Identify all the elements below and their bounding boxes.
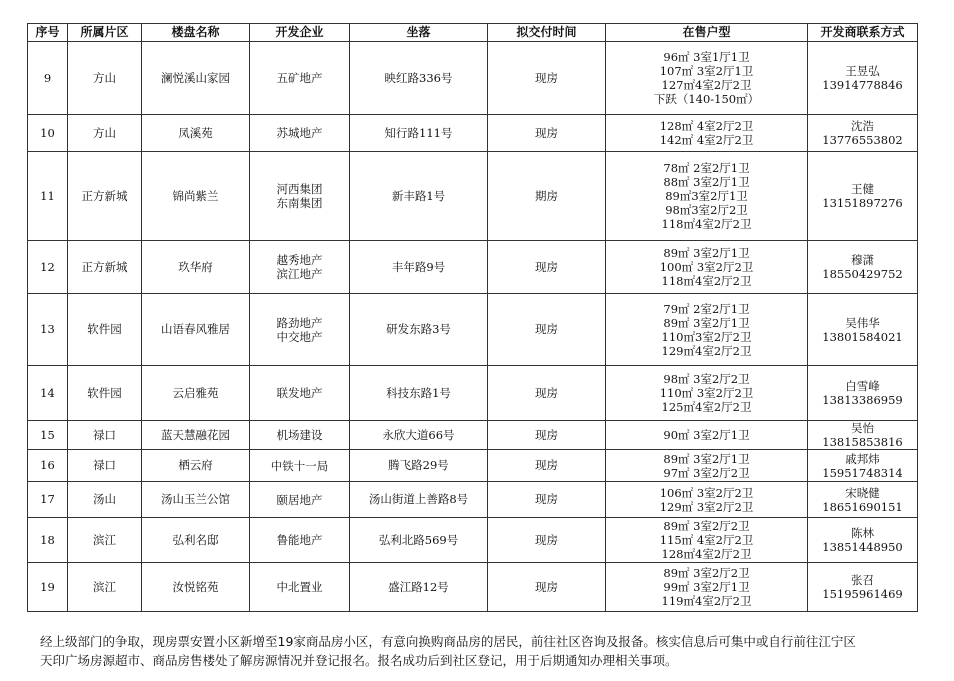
cell-units [606, 450, 808, 482]
contact-name: 陈林 [851, 526, 874, 540]
cell-delivery: 现房 [488, 563, 606, 612]
cell-developer [250, 241, 350, 294]
cell-name: 玖华府 [142, 241, 250, 294]
unit-type-line: 98㎡3室2厅2卫 [665, 203, 748, 217]
unit-type-line: 129㎡4室2厅2卫 [661, 343, 752, 358]
cell-area: 禄口 [68, 421, 142, 450]
cell-address: 科技东路1号 [350, 366, 488, 421]
unit-type-line: 下跃（140-150㎡） [653, 92, 760, 106]
header-area: 所属片区 [68, 24, 142, 42]
header-no: 序号 [28, 24, 68, 42]
cell-units [606, 421, 808, 450]
unit-type-line: 89㎡ 3室2厅1卫 [663, 451, 750, 466]
unit-type-line: 89㎡3室2厅1卫 [665, 189, 748, 203]
contact-name: 吴伟华 [845, 315, 880, 330]
cell-area: 禄口 [68, 450, 142, 482]
cell-contact [808, 518, 918, 563]
developer-line: 河西集团 [276, 182, 323, 196]
cell-delivery: 期房 [488, 152, 606, 241]
developer-line: 中北置业 [276, 580, 323, 594]
unit-type-line: 98㎡ 3室2厅2卫 [663, 372, 750, 386]
developer-line: 机场建设 [276, 428, 323, 442]
unit-type-line: 97㎡ 3室2厅2卫 [663, 465, 750, 480]
cell-address: 知行路111号 [350, 115, 488, 152]
cell-delivery: 现房 [488, 241, 606, 294]
header-address: 坐落 [350, 24, 488, 42]
cell-units [606, 115, 808, 152]
cell-area: 滨江 [68, 518, 142, 563]
developer-line: 滨江地产 [276, 267, 323, 281]
cell-developer [250, 366, 350, 421]
contact-name: 王昱弘 [845, 64, 880, 78]
unit-type-line: 128㎡4室2厅2卫 [661, 547, 752, 561]
cell-address: 映红路336号 [350, 42, 488, 115]
contact-name: 宋晓健 [845, 485, 880, 500]
unit-type-line: 110㎡3室2厅2卫 [661, 329, 752, 344]
unit-type-line: 78㎡ 2室2厅1卫 [663, 161, 750, 175]
developer-line: 中铁十一局 [270, 458, 329, 473]
cell-name: 云启雅苑 [142, 366, 250, 421]
cell-no: 14 [28, 366, 68, 421]
unit-type-line: 127㎡4室2厅2卫 [661, 78, 752, 92]
unit-type-line: 115㎡ 4室2厅2卫 [659, 533, 754, 547]
contact-phone: 13776553802 [822, 133, 903, 147]
table-row [28, 241, 918, 294]
unit-type-line: 96㎡ 3室1厅1卫 [663, 50, 750, 64]
unit-type-line: 128㎡ 4室2厅2卫 [659, 119, 754, 133]
unit-type-line: 125㎡4室2厅2卫 [661, 400, 752, 414]
unit-type-line: 110㎡ 3室2厅2卫 [659, 386, 754, 400]
unit-type-line: 89㎡ 3室2厅2卫 [663, 566, 750, 580]
developer-line: 颐居地产 [276, 492, 323, 507]
unit-type-line: 90㎡ 3室2厅1卫 [663, 428, 750, 442]
contact-name: 穆潇 [851, 253, 874, 267]
cell-no: 18 [28, 518, 68, 563]
notice-line-2: 天印广场房源超市、商品房售楼处了解房源情况并登记报名。报名成功后到社区登记，用于后期通知办理相关事项。 [40, 653, 678, 668]
cell-name: 澜悦溪山家园 [142, 42, 250, 115]
header-name: 楼盘名称 [142, 24, 250, 42]
cell-units [606, 482, 808, 518]
cell-contact [808, 42, 918, 115]
contact-phone: 13851448950 [822, 540, 903, 554]
cell-contact [808, 482, 918, 518]
cell-address: 汤山街道上善路8号 [350, 482, 488, 518]
contact-phone: 13151897276 [822, 196, 903, 210]
cell-units [606, 241, 808, 294]
cell-name: 汤山玉兰公馆 [142, 482, 250, 518]
cell-name: 山语春风雅居 [142, 294, 250, 366]
housing-table-container [27, 23, 917, 612]
cell-no: 12 [28, 241, 68, 294]
unit-type-line: 118㎡4室2厅2卫 [661, 274, 752, 288]
cell-contact [808, 152, 918, 241]
cell-area: 正方新城 [68, 152, 142, 241]
cell-contact [808, 241, 918, 294]
unit-type-line: 118㎡4室2厅2卫 [661, 217, 752, 231]
cell-name: 栖云府 [142, 450, 250, 482]
developer-line: 苏城地产 [276, 126, 323, 140]
cell-units [606, 563, 808, 612]
cell-units [606, 42, 808, 115]
cell-delivery: 现房 [488, 366, 606, 421]
cell-delivery: 现房 [488, 450, 606, 482]
table-row [28, 366, 918, 421]
contact-phone: 13815853816 [822, 435, 903, 449]
developer-line: 中交地产 [276, 329, 323, 344]
table-row [28, 482, 918, 518]
cell-no: 19 [28, 563, 68, 612]
cell-developer [250, 42, 350, 115]
unit-type-line: 129㎡ 3室2厅2卫 [659, 499, 754, 514]
cell-no: 13 [28, 294, 68, 366]
cell-developer [250, 294, 350, 366]
cell-area: 正方新城 [68, 241, 142, 294]
cell-developer [250, 482, 350, 518]
cell-area: 软件园 [68, 366, 142, 421]
cell-no: 15 [28, 421, 68, 450]
cell-name: 蓝天慧融花园 [142, 421, 250, 450]
cell-units [606, 366, 808, 421]
contact-name: 戚邦炜 [845, 451, 880, 466]
cell-contact [808, 366, 918, 421]
cell-address: 腾飞路29号 [350, 450, 488, 482]
developer-line: 路劲地产 [276, 315, 323, 330]
cell-units [606, 152, 808, 241]
contact-name: 王健 [851, 182, 874, 196]
cell-delivery: 现房 [488, 482, 606, 518]
cell-developer [250, 450, 350, 482]
notice-text [40, 632, 945, 670]
cell-no: 9 [28, 42, 68, 115]
cell-name: 汝悦铭苑 [142, 563, 250, 612]
unit-type-line: 100㎡ 3室2厅2卫 [659, 260, 754, 274]
table-row [28, 421, 918, 450]
contact-name: 吴怡 [851, 421, 874, 435]
cell-developer [250, 563, 350, 612]
notice-line-1: 经上级部门的争取，现房票安置小区新增至19家商品房小区，有意向换购商品房的居民，前往社区咨询及报备。核实信息后可集中或自行前往江宁区 [40, 634, 856, 649]
cell-contact [808, 450, 918, 482]
header-developer: 开发企业 [250, 24, 350, 42]
cell-no: 16 [28, 450, 68, 482]
table-row [28, 294, 918, 366]
header-units: 在售户型 [606, 24, 808, 42]
cell-contact [808, 421, 918, 450]
table-row [28, 518, 918, 563]
cell-no: 10 [28, 115, 68, 152]
cell-delivery: 现房 [488, 115, 606, 152]
table-row [28, 563, 918, 612]
cell-area: 软件园 [68, 294, 142, 366]
cell-address: 新丰路1号 [350, 152, 488, 241]
contact-phone: 13914778846 [822, 78, 903, 92]
cell-delivery: 现房 [488, 421, 606, 450]
developer-line: 鲁能地产 [276, 533, 323, 547]
cell-address: 丰年路9号 [350, 241, 488, 294]
unit-type-line: 99㎡ 3室2厅1卫 [663, 580, 750, 594]
contact-name: 白雪峰 [845, 379, 880, 393]
unit-type-line: 89㎡ 3室2厅2卫 [663, 519, 750, 533]
cell-developer [250, 152, 350, 241]
header-delivery: 拟交付时间 [488, 24, 606, 42]
cell-address: 盛江路12号 [350, 563, 488, 612]
unit-type-line: 89㎡ 3室2厅1卫 [663, 315, 750, 330]
contact-phone: 13813386959 [822, 393, 903, 407]
cell-area: 滨江 [68, 563, 142, 612]
cell-units [606, 518, 808, 563]
table-row [28, 450, 918, 482]
unit-type-line: 79㎡ 2室2厅1卫 [663, 301, 750, 316]
cell-developer [250, 115, 350, 152]
table-body [28, 42, 918, 612]
cell-name: 凤溪苑 [142, 115, 250, 152]
cell-delivery: 现房 [488, 42, 606, 115]
contact-phone: 18651690151 [822, 499, 903, 514]
developer-line: 东南集团 [276, 196, 323, 210]
cell-developer [250, 518, 350, 563]
table-row [28, 42, 918, 115]
cell-address: 弘利北路569号 [350, 518, 488, 563]
table-row [28, 152, 918, 241]
cell-delivery: 现房 [488, 294, 606, 366]
unit-type-line: 142㎡ 4室2厅2卫 [659, 133, 754, 147]
table-row [28, 115, 918, 152]
unit-type-line: 88㎡ 3室2厅1卫 [663, 175, 750, 189]
unit-type-line: 106㎡ 3室2厅2卫 [659, 485, 754, 500]
cell-delivery: 现房 [488, 518, 606, 563]
cell-no: 11 [28, 152, 68, 241]
cell-developer [250, 421, 350, 450]
cell-address: 永欣大道66号 [350, 421, 488, 450]
developer-line: 越秀地产 [276, 253, 323, 267]
developer-line: 联发地产 [276, 386, 323, 400]
contact-phone: 18550429752 [822, 267, 903, 281]
housing-table [27, 23, 918, 612]
cell-area: 方山 [68, 42, 142, 115]
cell-units [606, 294, 808, 366]
cell-no: 17 [28, 482, 68, 518]
unit-type-line: 89㎡ 3室2厅1卫 [663, 246, 750, 260]
cell-area: 汤山 [68, 482, 142, 518]
contact-name: 张召 [851, 573, 874, 587]
cell-name: 锦尚紫兰 [142, 152, 250, 241]
cell-contact [808, 563, 918, 612]
contact-phone: 13801584021 [822, 329, 903, 344]
table-header-row [28, 24, 918, 42]
contact-phone: 15195961469 [822, 587, 903, 601]
cell-name: 弘利名邸 [142, 518, 250, 563]
cell-contact [808, 294, 918, 366]
contact-name: 沈浩 [851, 119, 874, 133]
header-contact: 开发商联系方式 [808, 24, 918, 42]
cell-address: 研发东路3号 [350, 294, 488, 366]
contact-phone: 15951748314 [822, 465, 903, 480]
unit-type-line: 119㎡4室2厅2卫 [661, 594, 752, 608]
unit-type-line: 107㎡ 3室2厅1卫 [659, 64, 754, 78]
cell-area: 方山 [68, 115, 142, 152]
developer-line: 五矿地产 [276, 71, 323, 85]
cell-contact [808, 115, 918, 152]
